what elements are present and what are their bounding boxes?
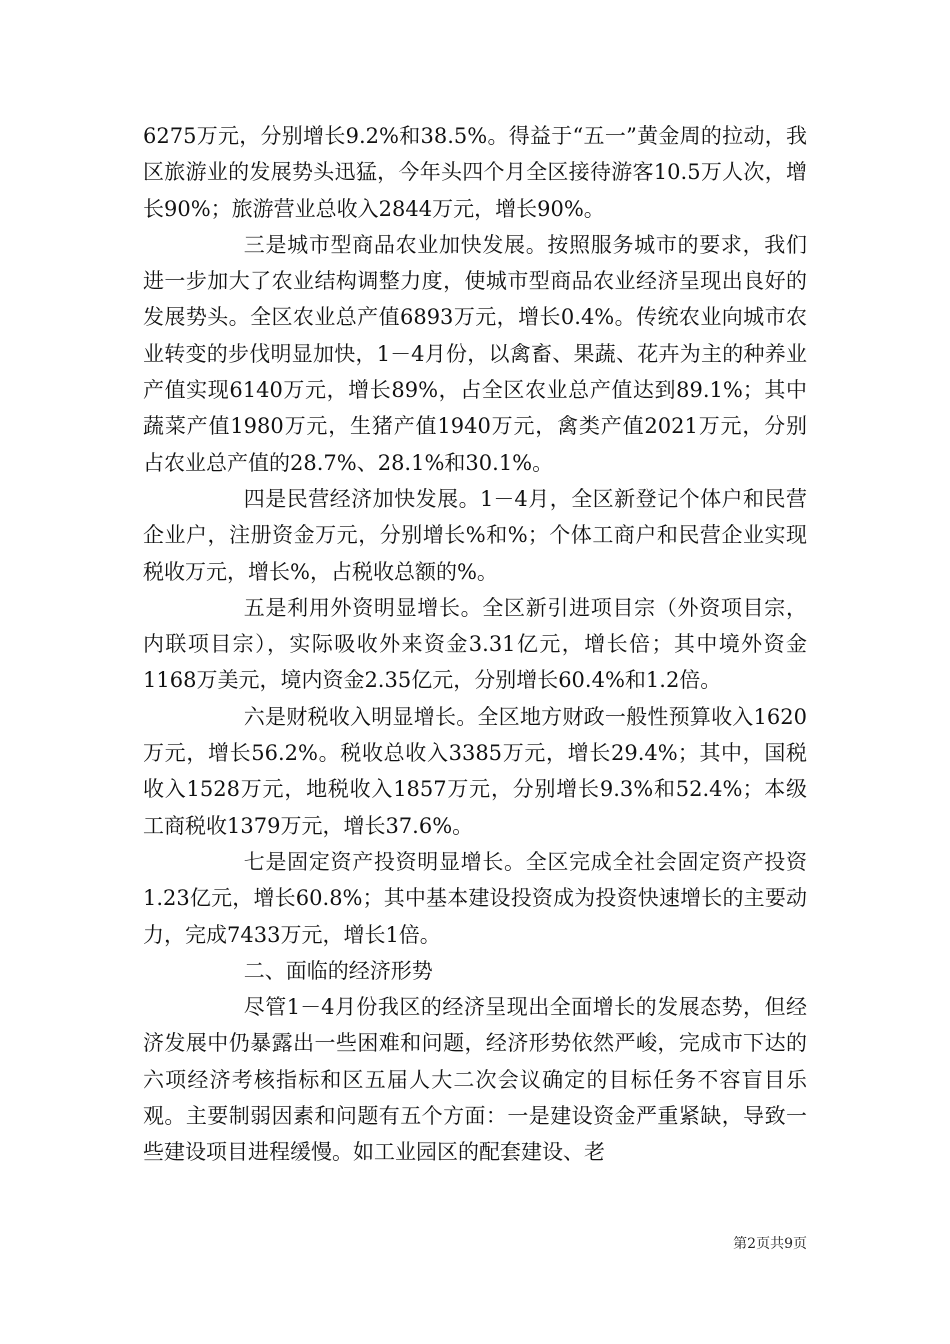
paragraph-urban-agriculture: 三是城市型商品农业加快发展。按照服务城市的要求，我们进一步加大了农业结构调整力度，使城市型商品农业经济呈现出良好的发展势头。全区农业总产值6893万元，增长0.4%。传统农业向城市农业转变的步伐明显加快，1－4月份，以禽畜、果蔬、花卉为主的种养业产值实现6140万元，增长89%，占全区农业总产值达到89.1%；其中蔬菜产值1980万元，生猪产值1940万元，禽类产值2021万元，分别占农业总产值的28.7%、28.1%和30.1%。 <box>143 232 807 475</box>
paragraph-fiscal-revenue: 六是财税收入明显增长。全区地方财政一般性预算收入1620万元，增长56.2%。税收总收入3385万元，增长29.4%；其中，国税收入1528万元，地税收入1857万元，分别增长9.3%和52.4%；本级工商税收1379万元，增长37.6%。 <box>143 704 807 838</box>
paragraph-challenges: 尽管1－4月份我区的经济呈现出全面增长的发展态势，但经济发展中仍暴露出一些困难和问题，经济形势依然严峻，完成市下达的六项经济考核指标和区五届人大二次会议确定的目标任务不容盲目乐观。主要制弱因素和问题有五个方面：一是建设资金严重紧缺，导致一些建设项目进程缓慢。如工业园区的配套建设、老 <box>143 995 807 1165</box>
page-number-footer: 第2页共9页 <box>733 1236 807 1252</box>
paragraph-private-economy: 四是民营经济加快发展。1－4月，全区新登记个体户和民营企业户，注册资金万元，分别增长%和%；个体工商户和民营企业实现税收万元，增长%，占税收总额的%。 <box>143 486 807 584</box>
paragraph-tourism-continuation: 6275万元，分别增长9.2%和38.5%。得益于“五一”黄金周的拉动，我区旅游业的发展势头迅猛，今年头四个月全区接待游客10.5万人次，增长90%；旅游营业总收入2844万元，增长90%。 <box>143 124 807 221</box>
paragraph-foreign-investment: 五是利用外资明显增长。全区新引进项目宗（外资项目宗，内联项目宗），实际吸收外来资金3.31亿元，增长倍；其中境外资金1168万美元，境内资金2.35亿元，分别增长60.4%和1.2倍。 <box>143 595 807 693</box>
section-heading-economic-situation: 二、面临的经济形势 <box>243 958 433 983</box>
document-body <box>143 118 807 1171</box>
paragraph-fixed-asset-investment: 七是固定资产投资明显增长。全区完成全社会固定资产投资1.23亿元，增长60.8%；其中基本建设投资成为投资快速增长的主要动力，完成7433万元，增长1倍。 <box>143 849 807 947</box>
